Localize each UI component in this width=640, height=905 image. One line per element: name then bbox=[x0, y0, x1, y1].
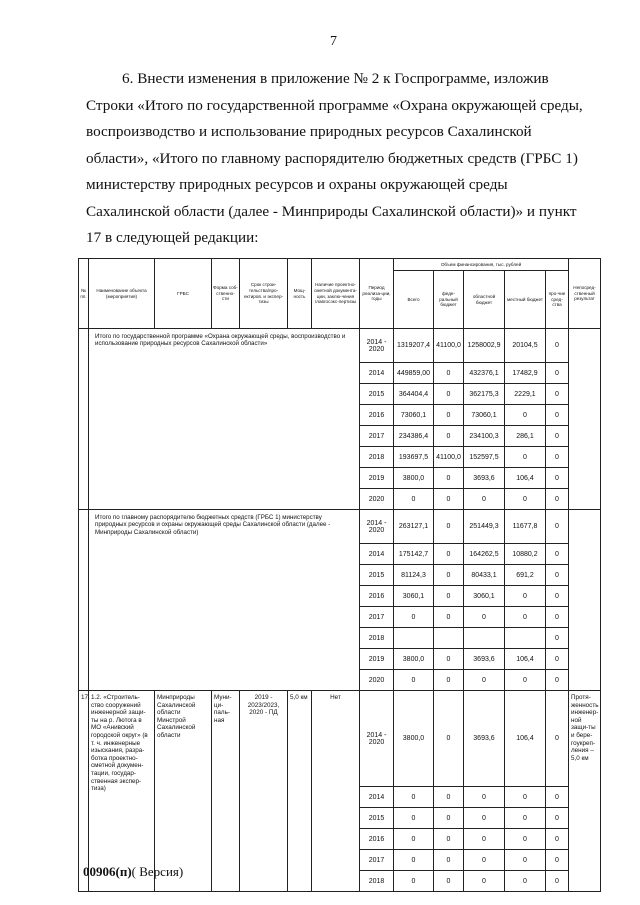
total-cell: 3060,1 bbox=[394, 586, 434, 607]
num-cell-empty bbox=[79, 329, 89, 510]
local-cell: 106,4 bbox=[505, 691, 546, 787]
total-cell: 0 bbox=[394, 829, 434, 850]
regional-cell: 1258002,9 bbox=[464, 329, 505, 363]
header-other: про-чие сред-ства bbox=[546, 271, 569, 329]
num-cell-empty bbox=[79, 510, 89, 691]
year-cell: 2016 bbox=[360, 829, 394, 850]
intro-paragraph bbox=[86, 66, 596, 252]
item-number: 17. bbox=[79, 691, 89, 892]
year-cell: 2015 bbox=[360, 565, 394, 586]
regional-cell: 3693,6 bbox=[464, 468, 505, 489]
other-cell: 0 bbox=[546, 426, 569, 447]
total-cell: 449859,00 bbox=[394, 363, 434, 384]
header-result: Непосред-ственный результат bbox=[569, 259, 601, 329]
federal-cell bbox=[434, 628, 464, 649]
header-period: Период реализа-ции, годы bbox=[360, 259, 394, 329]
total-cell: 0 bbox=[394, 607, 434, 628]
header-regional: областной бюджет bbox=[464, 271, 505, 329]
local-cell: 0 bbox=[505, 829, 546, 850]
local-cell: 20104,5 bbox=[505, 329, 546, 363]
local-cell: 11677,8 bbox=[505, 510, 546, 544]
local-cell: 0 bbox=[505, 607, 546, 628]
other-cell: 0 bbox=[546, 808, 569, 829]
total-cell: 0 bbox=[394, 489, 434, 510]
local-cell: 286,1 bbox=[505, 426, 546, 447]
other-cell: 0 bbox=[546, 510, 569, 544]
other-cell: 0 bbox=[546, 871, 569, 892]
local-cell: 106,4 bbox=[505, 468, 546, 489]
federal-cell: 0 bbox=[434, 871, 464, 892]
federal-cell: 0 bbox=[434, 787, 464, 808]
header-num: № пп. bbox=[79, 259, 89, 329]
regional-cell: 432376,1 bbox=[464, 363, 505, 384]
regional-cell bbox=[464, 628, 505, 649]
federal-cell: 0 bbox=[434, 829, 464, 850]
regional-cell: 251449,3 bbox=[464, 510, 505, 544]
federal-cell: 0 bbox=[434, 607, 464, 628]
footer bbox=[83, 864, 183, 880]
other-cell: 0 bbox=[546, 384, 569, 405]
federal-cell: 41100,0 bbox=[434, 329, 464, 363]
total-cell bbox=[394, 628, 434, 649]
local-cell: 0 bbox=[505, 489, 546, 510]
other-cell: 0 bbox=[546, 850, 569, 871]
regional-cell: 0 bbox=[464, 787, 505, 808]
header-federal: феде-ральный бюджет bbox=[434, 271, 464, 329]
regional-cell: 3693,6 bbox=[464, 649, 505, 670]
year-cell: 2017 bbox=[360, 850, 394, 871]
table-row bbox=[79, 691, 601, 787]
regional-cell: 234100,3 bbox=[464, 426, 505, 447]
regional-cell: 0 bbox=[464, 871, 505, 892]
federal-cell: 0 bbox=[434, 426, 464, 447]
regional-cell: 0 bbox=[464, 489, 505, 510]
header-total: Всего bbox=[394, 271, 434, 329]
regional-cell: 3060,1 bbox=[464, 586, 505, 607]
other-cell: 0 bbox=[546, 670, 569, 691]
header-power: Мощ-ность bbox=[288, 259, 312, 329]
other-cell: 0 bbox=[546, 447, 569, 468]
total-cell: 234386,4 bbox=[394, 426, 434, 447]
financing-table-body bbox=[79, 329, 601, 892]
year-cell: 2014 bbox=[360, 363, 394, 384]
page-number: 7 bbox=[330, 34, 337, 49]
total-cell: 0 bbox=[394, 850, 434, 871]
other-cell: 0 bbox=[546, 363, 569, 384]
total-cell: 0 bbox=[394, 871, 434, 892]
other-cell: 0 bbox=[546, 329, 569, 363]
regional-cell: 0 bbox=[464, 808, 505, 829]
regional-cell: 164262,5 bbox=[464, 544, 505, 565]
year-cell: 2014 - 2020 bbox=[360, 510, 394, 544]
federal-cell: 0 bbox=[434, 691, 464, 787]
federal-cell: 0 bbox=[434, 850, 464, 871]
local-cell: 0 bbox=[505, 850, 546, 871]
local-cell: 0 bbox=[505, 447, 546, 468]
federal-cell: 0 bbox=[434, 586, 464, 607]
table-row bbox=[79, 329, 601, 363]
item-form: Муни-ци-паль-ная bbox=[212, 691, 240, 892]
other-cell: 0 bbox=[546, 607, 569, 628]
local-cell: 2229,1 bbox=[505, 384, 546, 405]
header-form: Форма соб-ственно-сти bbox=[212, 259, 240, 329]
total-cell: 364404,4 bbox=[394, 384, 434, 405]
local-cell: 0 bbox=[505, 586, 546, 607]
header-term: Срок строи-тельства/про-ектиров. и экспер-тизы bbox=[240, 259, 288, 329]
regional-cell: 152597,5 bbox=[464, 447, 505, 468]
federal-cell: 0 bbox=[434, 544, 464, 565]
year-cell: 2014 - 2020 bbox=[360, 691, 394, 787]
regional-cell: 0 bbox=[464, 829, 505, 850]
other-cell: 0 bbox=[546, 829, 569, 850]
header-psd: Наличие проектно-сметной документа-ции, заклю-чения главгосэкс-пертизы bbox=[312, 259, 360, 329]
intro-line: 17 в следующей редакции: bbox=[86, 229, 259, 246]
other-cell: 0 bbox=[546, 565, 569, 586]
total-cell: 0 bbox=[394, 787, 434, 808]
local-cell: 0 bbox=[505, 405, 546, 426]
total-cell: 81124,3 bbox=[394, 565, 434, 586]
footer-code: 00906(п) bbox=[83, 864, 132, 879]
federal-cell: 0 bbox=[434, 489, 464, 510]
year-cell: 2016 bbox=[360, 405, 394, 426]
federal-cell: 0 bbox=[434, 384, 464, 405]
local-cell bbox=[505, 628, 546, 649]
federal-cell: 0 bbox=[434, 510, 464, 544]
item-psd: Нет bbox=[312, 691, 360, 892]
year-cell: 2015 bbox=[360, 808, 394, 829]
section-title: Итого по главному распорядителю бюджетных средств (ГРБС 1) министерству природных ресурсов и охраны окружающей среды Сахалинской области (далее - Минприроды Сахалинской области) bbox=[89, 510, 360, 691]
section-title: Итого по государственной программе «Охрана окружающей среды, воспроизводство и использование природных ресурсов Сахалинской области» bbox=[89, 329, 360, 510]
intro-line: министерству природных ресурсов и охраны окружающей среды bbox=[86, 176, 508, 193]
federal-cell: 0 bbox=[434, 363, 464, 384]
federal-cell: 41100,0 bbox=[434, 447, 464, 468]
regional-cell: 80433,1 bbox=[464, 565, 505, 586]
federal-cell: 0 bbox=[434, 468, 464, 489]
local-cell: 17482,9 bbox=[505, 363, 546, 384]
regional-cell: 0 bbox=[464, 850, 505, 871]
local-cell: 691,2 bbox=[505, 565, 546, 586]
financing-table bbox=[78, 258, 601, 892]
year-cell: 2017 bbox=[360, 426, 394, 447]
year-cell: 2019 bbox=[360, 649, 394, 670]
total-cell: 73060,1 bbox=[394, 405, 434, 426]
other-cell: 0 bbox=[546, 468, 569, 489]
regional-cell: 0 bbox=[464, 607, 505, 628]
intro-line: области», «Итого по главному распорядителю бюджетных средств (ГРБС 1) bbox=[86, 149, 578, 167]
other-cell: 0 bbox=[546, 649, 569, 670]
total-cell: 0 bbox=[394, 808, 434, 829]
other-cell: 0 bbox=[546, 489, 569, 510]
year-cell: 2019 bbox=[360, 468, 394, 489]
other-cell: 0 bbox=[546, 586, 569, 607]
regional-cell: 362175,3 bbox=[464, 384, 505, 405]
local-cell: 10880,2 bbox=[505, 544, 546, 565]
total-cell: 3800,0 bbox=[394, 468, 434, 489]
item-grbs: Минприроды Сахалинской области Минстрой Сахалинской области bbox=[155, 691, 212, 892]
regional-cell: 0 bbox=[464, 670, 505, 691]
federal-cell: 0 bbox=[434, 649, 464, 670]
item-power: 5,0 км bbox=[288, 691, 312, 892]
other-cell: 0 bbox=[546, 405, 569, 426]
total-cell: 1319207,4 bbox=[394, 329, 434, 363]
year-cell: 2018 bbox=[360, 447, 394, 468]
other-cell: 0 bbox=[546, 628, 569, 649]
header-name: Наименование объекта (мероприятия) bbox=[89, 259, 155, 329]
other-cell: 0 bbox=[546, 544, 569, 565]
federal-cell: 0 bbox=[434, 565, 464, 586]
regional-cell: 3693,6 bbox=[464, 691, 505, 787]
header-grbs: ГРБС bbox=[155, 259, 212, 329]
item-term: 2019 - 2023/2023, 2020 - ПД bbox=[240, 691, 288, 892]
result-cell-empty bbox=[569, 329, 601, 510]
year-cell: 2017 bbox=[360, 607, 394, 628]
total-cell: 3800,0 bbox=[394, 691, 434, 787]
total-cell: 3800,0 bbox=[394, 649, 434, 670]
federal-cell: 0 bbox=[434, 670, 464, 691]
local-cell: 0 bbox=[505, 871, 546, 892]
local-cell: 106,4 bbox=[505, 649, 546, 670]
footer-label: ( Версия) bbox=[131, 864, 184, 879]
total-cell: 0 bbox=[394, 670, 434, 691]
intro-line: Строки «Итого по государственной программе «Охрана окружающей среды, bbox=[86, 96, 583, 114]
year-cell: 2014 bbox=[360, 544, 394, 565]
intro-line: 6. Внести изменения в приложение № 2 к Госпрограмме, изложив bbox=[122, 70, 549, 87]
item-result: Протя-женность инженер-ной защи-ты и бере-гоукреп-ления – 5,0 км bbox=[569, 691, 601, 892]
year-cell: 2015 bbox=[360, 384, 394, 405]
year-cell: 2018 bbox=[360, 628, 394, 649]
federal-cell: 0 bbox=[434, 405, 464, 426]
year-cell: 2020 bbox=[360, 489, 394, 510]
other-cell: 0 bbox=[546, 787, 569, 808]
intro-line: воспроизводство и использование природных ресурсов Сахалинской bbox=[86, 123, 532, 140]
table-row bbox=[79, 510, 601, 544]
other-cell: 0 bbox=[546, 691, 569, 787]
total-cell: 175142,7 bbox=[394, 544, 434, 565]
result-cell-empty bbox=[569, 510, 601, 691]
year-cell: 2020 bbox=[360, 670, 394, 691]
total-cell: 263127,1 bbox=[394, 510, 434, 544]
regional-cell: 73060,1 bbox=[464, 405, 505, 426]
year-cell: 2014 bbox=[360, 787, 394, 808]
header-local: местный бюджет bbox=[505, 271, 546, 329]
header-volume: Объем финансирования, тыс. рублей bbox=[394, 259, 569, 271]
federal-cell: 0 bbox=[434, 808, 464, 829]
local-cell: 0 bbox=[505, 787, 546, 808]
item-name: 1.2. «Строитель-ство сооружений инженерной защи-ты на р. Лютога в МО «Анивский городской округ» (в т. ч. инженерные изыскания, разра-ботка проектно-сметной докумен-тации, государ-ственная экспер-тиза) bbox=[89, 691, 155, 892]
year-cell: 2014 - 2020 bbox=[360, 329, 394, 363]
intro-line: Сахалинской области (далее - Минприроды Сахалинской области)» и пункт bbox=[86, 202, 577, 220]
local-cell: 0 bbox=[505, 670, 546, 691]
year-cell: 2016 bbox=[360, 586, 394, 607]
total-cell: 193697,5 bbox=[394, 447, 434, 468]
local-cell: 0 bbox=[505, 808, 546, 829]
year-cell: 2018 bbox=[360, 871, 394, 892]
